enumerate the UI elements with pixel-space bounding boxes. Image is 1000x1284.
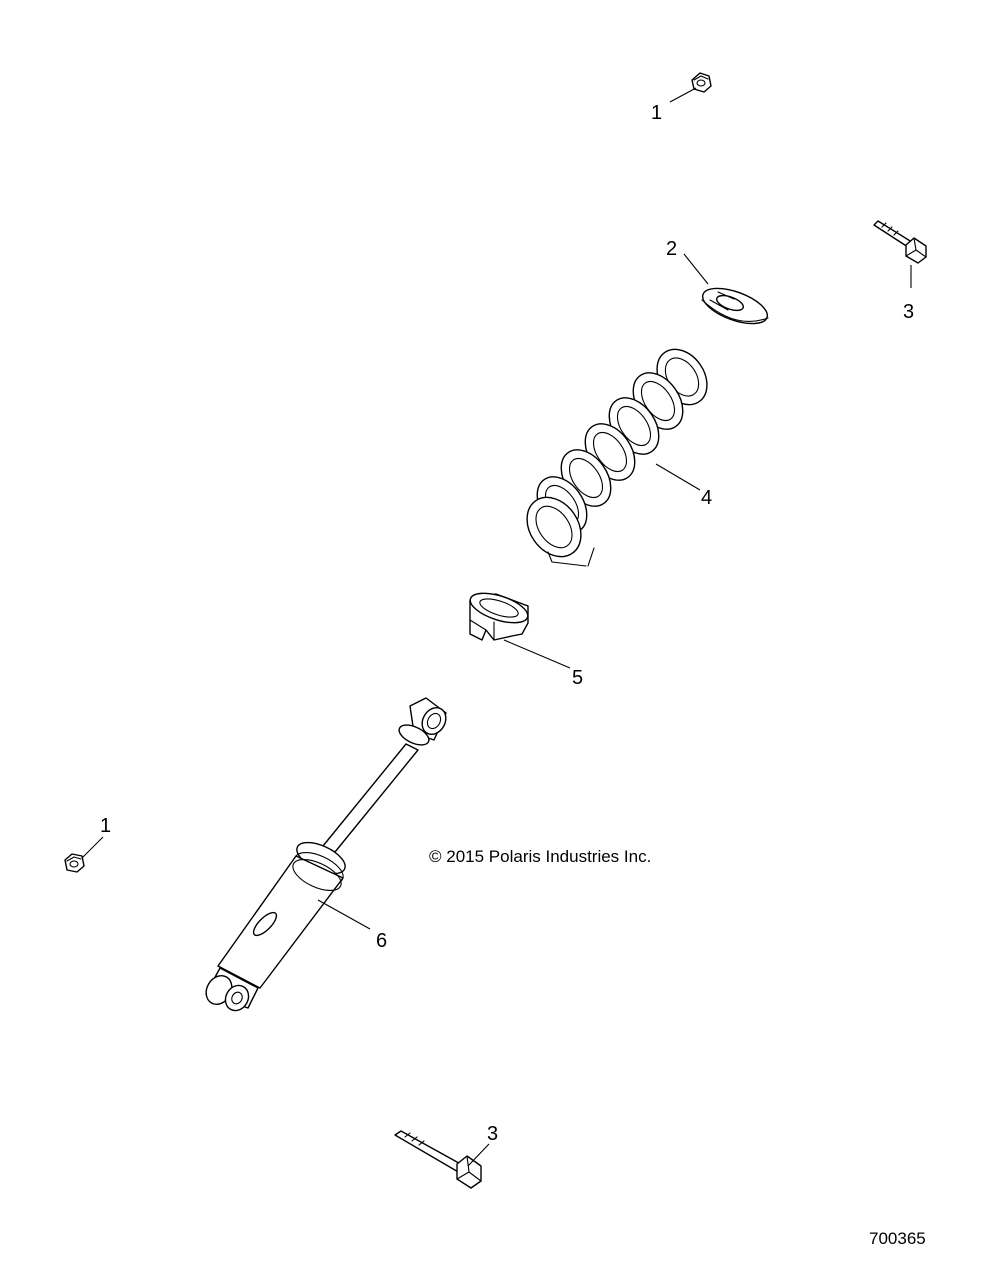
leader-shock [318,900,370,929]
callout-nut-top: 1 [651,102,663,124]
coil-spring-part [516,340,717,567]
spring-retainer-part [467,587,531,640]
callout-nut-left: 1 [100,815,112,837]
copyright-text: © 2015 Polaris Industries Inc. [429,847,652,866]
leader-spring [656,464,700,490]
shock-absorber-part [201,698,450,1015]
flange-nut-left-part [65,854,84,872]
callout-spring: 4 [701,487,713,509]
callout-bolt-top: 3 [903,301,915,323]
callout-shock: 6 [376,930,388,952]
leader-bolt-bottom [468,1144,489,1166]
callout-retainer: 5 [572,667,584,689]
leader-nut-top [670,88,696,102]
leader-retainer [504,640,570,668]
figure-number: 700365 [869,1229,926,1248]
leader-washer [684,254,708,284]
bolt-bottom-part [395,1131,481,1188]
leader-nut-left [82,837,103,858]
callout-washer: 2 [666,238,678,260]
spring-washer-part [698,281,771,331]
bolt-top-part [874,221,926,263]
callout-bolt-bottom: 3 [487,1123,499,1145]
